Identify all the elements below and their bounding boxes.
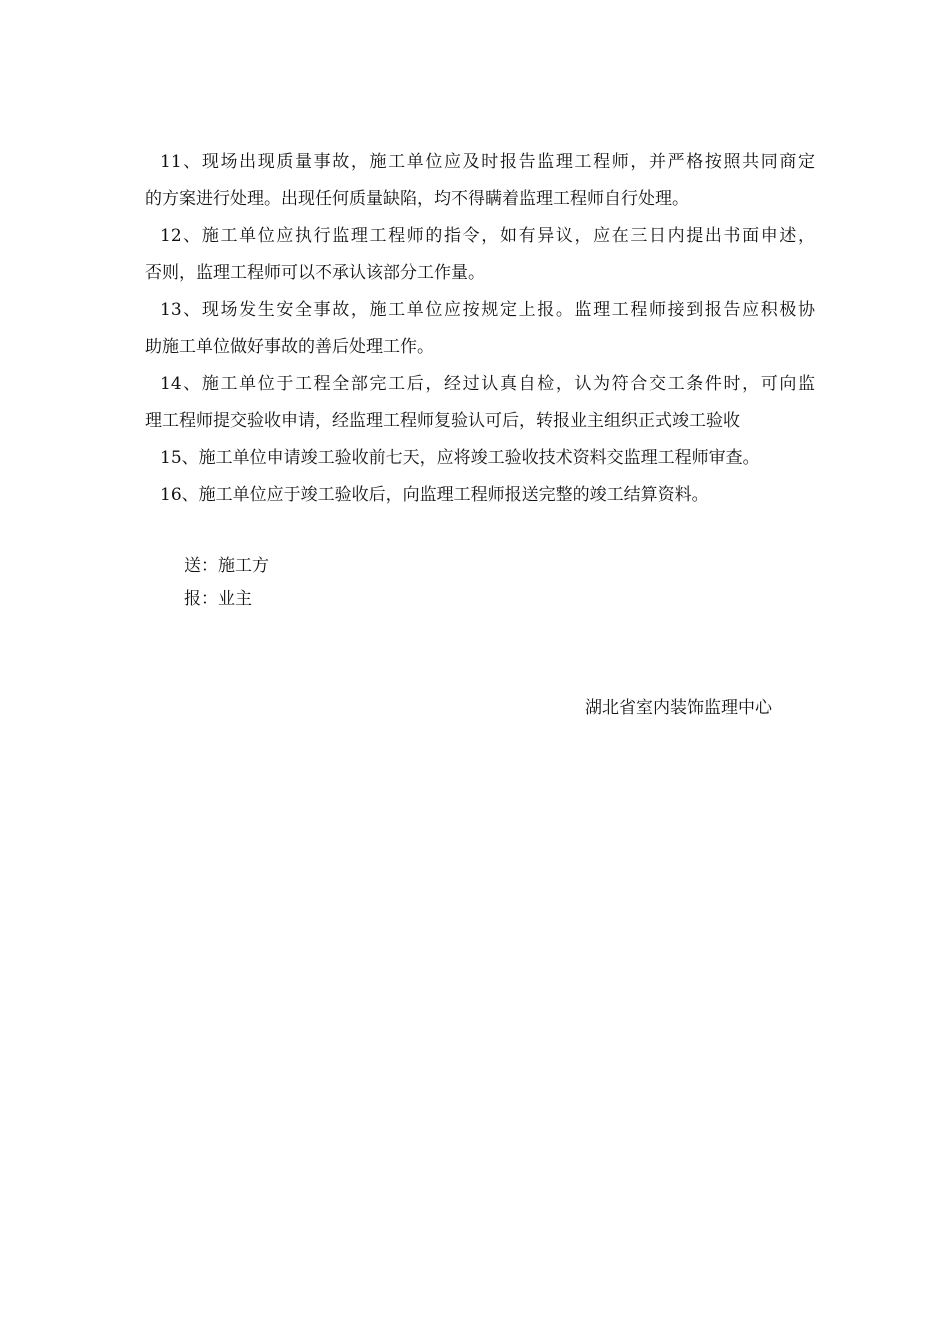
- clause-13-line-1: 13、现场发生安全事故，施工单位应按规定上报。监理工程师接到报告应积极协: [160, 300, 815, 320]
- routing-block: [184, 550, 484, 616]
- clause-12-line-2: 否则，监理工程师可以不承认该部分工作量。: [145, 263, 485, 283]
- clause-14-line-2: 理工程师提交验收申请，经监理工程师复验认可后，转报业主组织正式竣工验收: [145, 411, 740, 431]
- issuer-signature: 湖北省室内装饰监理中心: [585, 698, 772, 718]
- clause-13-line-2: 助施工单位做好事故的善后处理工作。: [145, 337, 434, 357]
- report-to-line: 报：业主: [184, 589, 252, 609]
- clause-11-line-1: 11、现场出现质量事故，施工单位应及时报告监理工程师，并严格按照共同商定: [160, 152, 815, 172]
- send-to-line: 送：施工方: [184, 556, 269, 576]
- clause-16-line-1: 16、施工单位应于竣工验收后，向监理工程师报送完整的竣工结算资料。: [160, 485, 709, 505]
- clause-11-line-2: 的方案进行处理。出现任何质量缺陷，均不得瞒着监理工程师自行处理。: [145, 189, 689, 209]
- clause-15-line-1: 15、施工单位申请竣工验收前七天，应将竣工验收技术资料交监理工程师审查。: [160, 448, 760, 468]
- clause-12-line-1: 12、施工单位应执行监理工程师的指令，如有异议，应在三日内提出书面申述，: [160, 226, 815, 246]
- clause-14-line-1: 14、施工单位于工程全部完工后，经过认真自检，认为符合交工条件时，可向监: [160, 374, 815, 394]
- clause-list: [145, 144, 815, 514]
